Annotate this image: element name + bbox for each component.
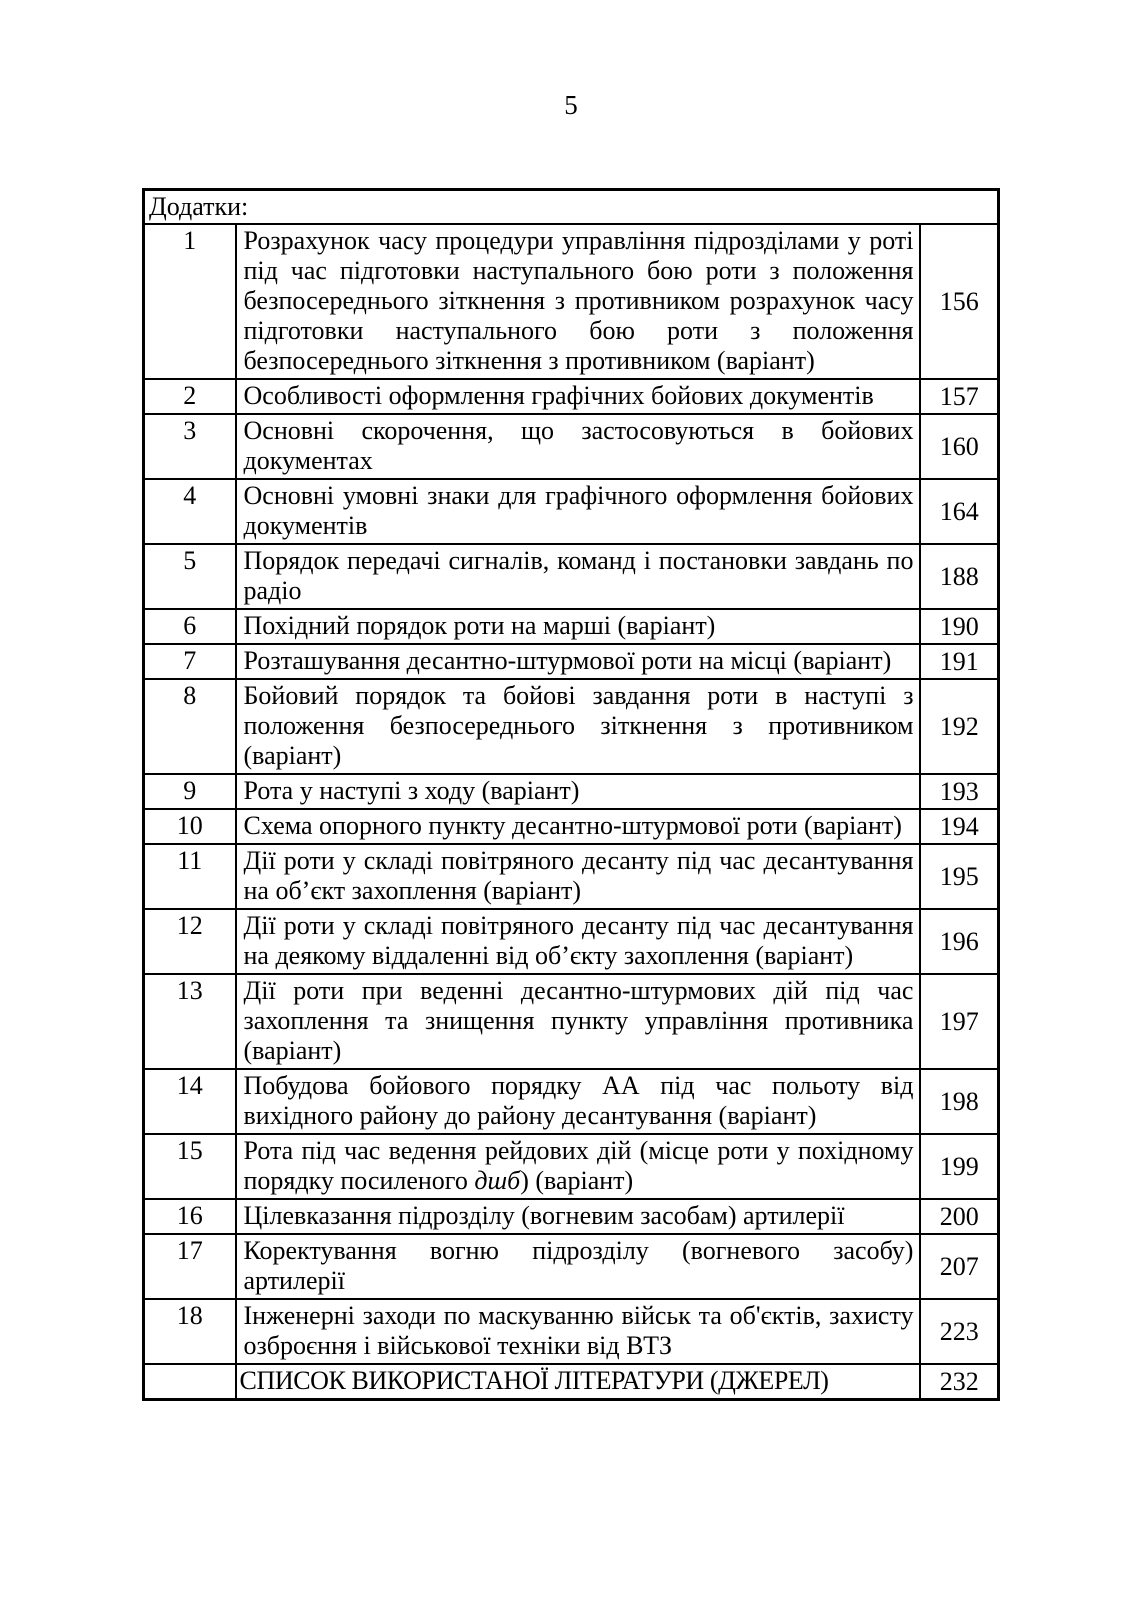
row-title-cell: Коректування вогню підрозділу (вогневого засобу) артилерії: [236, 1234, 921, 1299]
row-number-cell: 1: [144, 224, 236, 379]
table-row: [144, 1134, 999, 1199]
table-row: [144, 909, 999, 974]
row-number-cell: 16: [144, 1199, 236, 1234]
row-page-cell: 200: [920, 1199, 998, 1234]
row-number-cell: 8: [144, 679, 236, 774]
row-number-cell: 5: [144, 544, 236, 609]
row-title-cell: [236, 1134, 921, 1199]
row-page-cell: 192: [920, 679, 998, 774]
row-title-cell: Побудова бойового порядку АА під час польоту від вихідного району до району десантування (варіант): [236, 1069, 921, 1134]
row-page-cell: 198: [920, 1069, 998, 1134]
table-row: [144, 379, 999, 414]
page-number: 5: [564, 90, 578, 120]
row-number-cell: [144, 1364, 236, 1400]
table-row: [144, 679, 999, 774]
row-page-cell: 164: [920, 479, 998, 544]
table-row: [144, 414, 999, 479]
appendix-header: Додатки:: [144, 190, 999, 225]
row-title-cell: Цілевказання підрозділу (вогневим засобам) артилерії: [236, 1199, 921, 1234]
row-title-cell: Розташування десантно-штурмової роти на місці (варіант): [236, 644, 921, 679]
row-title-cell: Дії роти у складі повітряного десанту під час десантування на деякому віддаленні від об’єкту захоплення (варіант): [236, 909, 921, 974]
row-page-cell: 196: [920, 909, 998, 974]
row-number-cell: 9: [144, 774, 236, 809]
row-number-cell: 7: [144, 644, 236, 679]
row-title-cell: Інженерні заходи по маскуванню військ та об'єктів, захисту озброєння і військової техніки від ВТЗ: [236, 1299, 921, 1364]
table-row: [144, 774, 999, 809]
row-title-cell: Основні умовні знаки для графічного оформлення бойових документів: [236, 479, 921, 544]
row-page-cell: 157: [920, 379, 998, 414]
row-title-cell: СПИСОК ВИКОРИСТАНОЇ ЛІТЕРАТУРИ (ДЖЕРЕЛ): [236, 1364, 921, 1400]
row-number-cell: 4: [144, 479, 236, 544]
table-row: [144, 609, 999, 644]
row-title-segment: ) (варіант): [520, 1166, 634, 1195]
row-page-cell: 193: [920, 774, 998, 809]
row-number-cell: 6: [144, 609, 236, 644]
row-number-cell: 2: [144, 379, 236, 414]
row-title-cell: Особливості оформлення графічних бойових документів: [236, 379, 921, 414]
row-page-cell: 195: [920, 844, 998, 909]
row-title-cell: Бойовий порядок та бойові завдання роти в наступі з положення безпосереднього зіткнення з противником (варіант): [236, 679, 921, 774]
row-page-cell: 188: [920, 544, 998, 609]
row-title-italic-segment: дшб: [474, 1166, 521, 1195]
table-row: [144, 224, 999, 379]
row-page-cell: 232: [920, 1364, 998, 1400]
row-title-cell: Похідний порядок роти на марші (варіант): [236, 609, 921, 644]
row-title-cell: Розрахунок часу процедури управління підрозділами у роті під час підготовки наступального бою роти з положення безпосереднього зіткнення з противником розрахунок часу підготовки наступального бою роти з положення безпосереднього зіткнення з противником (варіант): [236, 224, 921, 379]
table-row: [144, 644, 999, 679]
row-title-cell: Дії роти у складі повітряного десанту під час десантування на об’єкт захоплення (варіант): [236, 844, 921, 909]
row-title-cell: Дії роти при веденні десантно-штурмових дій під час захоплення та знищення пункту управління противника (варіант): [236, 974, 921, 1069]
table-row: [144, 1299, 999, 1364]
row-number-cell: 10: [144, 809, 236, 844]
row-page-cell: 223: [920, 1299, 998, 1364]
row-title-cell: Порядок передачі сигналів, команд і постановки завдань по радіо: [236, 544, 921, 609]
row-page-cell: 191: [920, 644, 998, 679]
table-row: [144, 1199, 999, 1234]
row-page-cell: 190: [920, 609, 998, 644]
row-page-cell: 194: [920, 809, 998, 844]
row-number-cell: 15: [144, 1134, 236, 1199]
table-header-row: [144, 190, 999, 225]
row-number-cell: 13: [144, 974, 236, 1069]
row-number-cell: 14: [144, 1069, 236, 1134]
row-number-cell: 12: [144, 909, 236, 974]
row-title-cell: Основні скорочення, що застосовуються в бойових документах: [236, 414, 921, 479]
row-number-cell: 17: [144, 1234, 236, 1299]
appendix-table: [142, 188, 1000, 1401]
table-row: [144, 974, 999, 1069]
row-number-cell: 11: [144, 844, 236, 909]
table-row: [144, 1234, 999, 1299]
row-title-cell: Схема опорного пункту десантно-штурмової роти (варіант): [236, 809, 921, 844]
table-row: [144, 1364, 999, 1400]
row-page-cell: 199: [920, 1134, 998, 1199]
table-row: [144, 479, 999, 544]
table-row: [144, 1069, 999, 1134]
row-number-cell: 3: [144, 414, 236, 479]
row-page-cell: 207: [920, 1234, 998, 1299]
row-number-cell: 18: [144, 1299, 236, 1364]
row-page-cell: 197: [920, 974, 998, 1069]
table-row: [144, 809, 999, 844]
row-title-cell: Рота у наступі з ходу (варіант): [236, 774, 921, 809]
row-page-cell: 156: [920, 224, 998, 379]
appendix-table-body: [144, 224, 999, 1400]
row-page-cell: 160: [920, 414, 998, 479]
row-title-segment: Рота під час ведення рейдових дій (місце роти у похідному порядку посиленого: [243, 1136, 914, 1195]
table-row: [144, 544, 999, 609]
table-row: [144, 844, 999, 909]
